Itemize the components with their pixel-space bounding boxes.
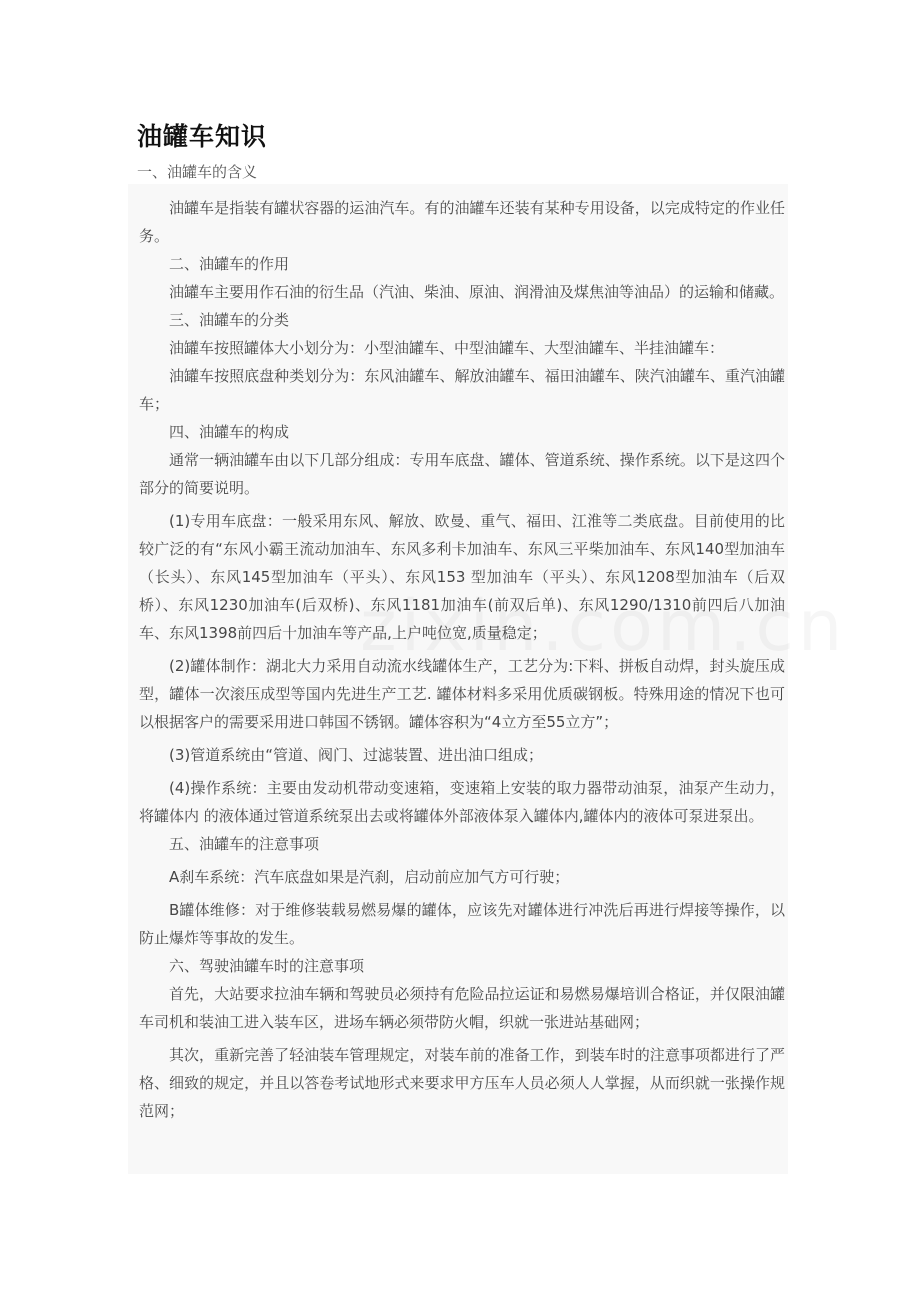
section-heading-purpose: 二、油罐车的作用 xyxy=(169,255,290,273)
page-title: 油罐车知识 xyxy=(137,122,268,151)
paragraph-first: 首先，大站要求拉油车辆和驾驶员必须持有危险品拉运证和易燃易爆培训合格证，并仅限油罐车司机和装油工进入装车区，进场车辆必须带防火帽，织就一张进站基础网； xyxy=(139,985,785,1031)
section-heading-composition: 四、油罐车的构成 xyxy=(169,423,290,441)
section-heading-precautions: 五、油罐车的注意事项 xyxy=(169,835,320,853)
paragraph-brake: A刹车系统：汽车底盘如果是汽刹，启动前应加气方可行驶； xyxy=(169,868,570,886)
paragraph-chassis: (1)专用车底盘：一般采用东风、解放、欧曼、重气、福田、江淮等二类底盘。目前使用的比较广泛的有“东风小霸王流动加油车、东风多利卡加油车、东风三平柴加油车、东风140型加油车（长头）、东风145型加油车（平头）、东风153 型加油车（平头）、东风1208型加油车（后双桥）、东风1230加油车(后双桥)、东风1181加油车(前双后单)、东风1290/1310前四后八加油车、东风1398前四后十加油车等产品,上户吨位宽,质量稳定； xyxy=(139,512,785,642)
paragraph-composition: 通常一辆油罐车由以下几部分组成：专用车底盘、罐体、管道系统、操作系统。以下是这四个部分的简要说明。 xyxy=(139,451,785,497)
section-heading-classification: 三、油罐车的分类 xyxy=(169,311,290,329)
paragraph-tank-body: (2)罐体制作：湖北大力采用自动流水线罐体生产，工艺分为:下料、拼板自动焊，封头旋压成型，罐体一次滚压成型等国内先进生产工艺. 罐体材料多采用优质碳钢板。特殊用途的情况下也可以根据客户的需要采用进口韩国不锈钢。罐体容积为“4立方至55立方”； xyxy=(139,657,785,731)
paragraph-purpose: 油罐车主要用作石油的衍生品（汽油、柴油、原油、润滑油及煤焦油等油品）的运输和储藏。 xyxy=(169,283,785,301)
paragraph-classification-size: 油罐车按照罐体大小划分为：小型油罐车、中型油罐车、大型油罐车、半挂油罐车： xyxy=(169,339,725,357)
paragraph-operation: (4)操作系统：主要由发动机带动变速箱，变速箱上安装的取力器带动油泵，油泵产生动力，将罐体内 的液体通过管道系统泵出去或将罐体外部液体泵入罐体内,罐体内的液体可泵进泵出。 xyxy=(139,779,785,825)
section-heading-meaning: 一、油罐车的含义 xyxy=(137,163,258,181)
paragraph-classification-chassis: 油罐车按照底盘种类划分为：东风油罐车、解放油罐车、福田油罐车、陕汽油罐车、重汽油罐车； xyxy=(139,367,785,413)
paragraph-piping: (3)管道系统由“管道、阀门、过滤装置、进出油口组成； xyxy=(169,746,544,764)
paragraph-second: 其次，重新完善了轻油装车管理规定，对装车前的准备工作，到装车时的注意事项都进行了严格、细致的规定，并且以答卷考试地形式来要求甲方压车人员必须人人掌握，从而织就一张操作规范网； xyxy=(139,1046,785,1120)
paragraph-tank-repair: B罐体维修：对于维修装载易燃易爆的罐体，应该先对罐体进行冲洗后再进行焊接等操作，以防止爆炸等事故的发生。 xyxy=(139,901,785,947)
paragraph-definition: 油罐车是指装有罐状容器的运油汽车。有的油罐车还装有某种专用设备，以完成特定的作业任务。 xyxy=(139,199,785,245)
document-body xyxy=(139,194,785,1125)
section-heading-driving: 六、驾驶油罐车时的注意事项 xyxy=(169,957,365,975)
